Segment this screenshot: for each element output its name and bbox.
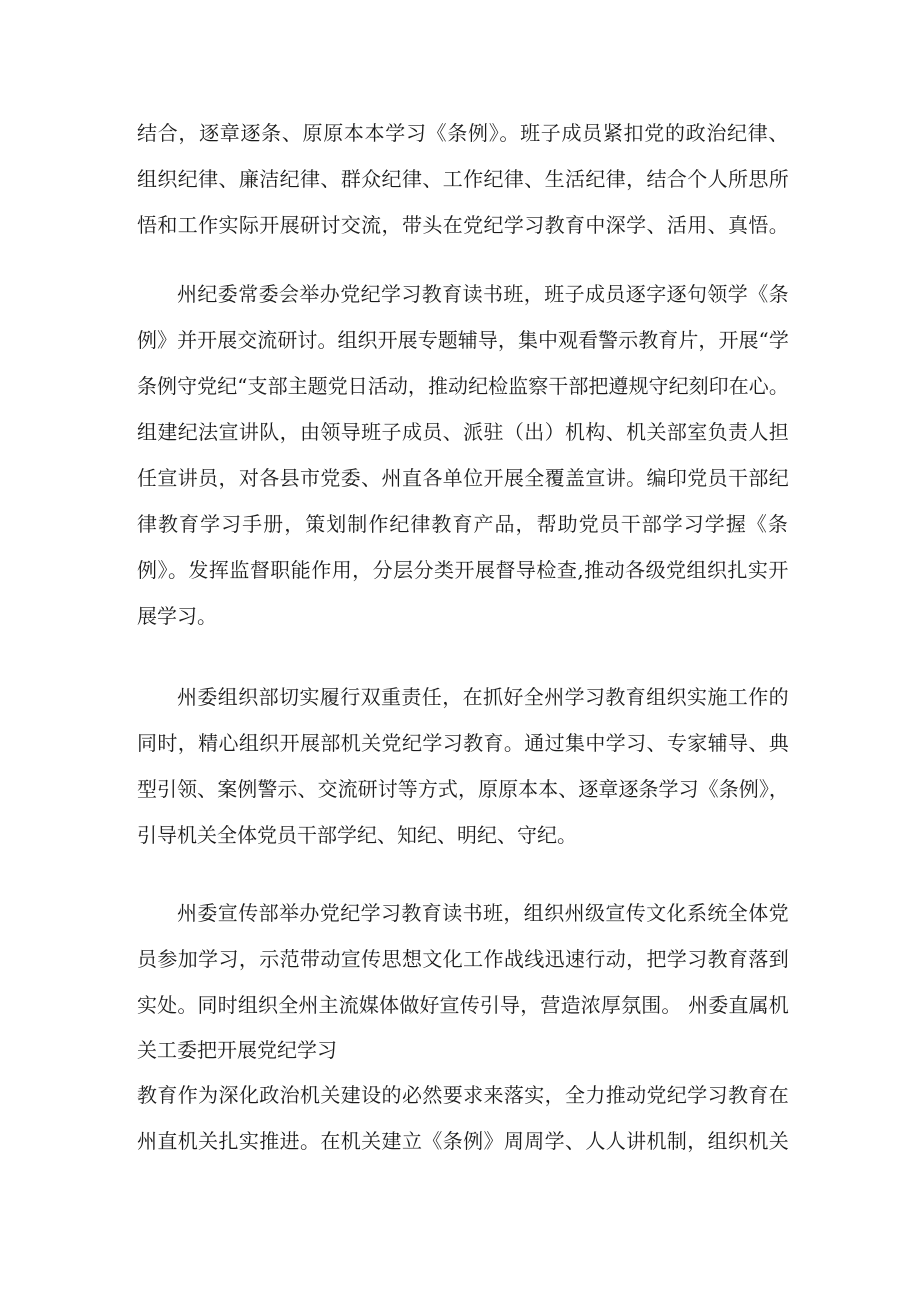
paragraph-line: 展学习。	[137, 604, 217, 628]
paragraph-line: 引导机关全体党员干部学纪、知纪、明纪、守纪。	[137, 823, 577, 847]
paragraph-line: 州直机关扎实推进。在机关建立《条例》周周学、人人讲机制，组织机关	[137, 1129, 790, 1153]
paragraph-line: 州委组织部切实履行双重责任，在抓好全州学习教育组织实施工作的	[177, 685, 789, 709]
paragraph-5	[137, 1072, 789, 1164]
paragraph-1	[137, 110, 789, 248]
paragraph-line: 悟和工作实际开展研讨交流，带头在党纪学习教育中深学、活用、真悟。	[137, 213, 790, 237]
paragraph-line: 组织纪律、廉洁纪律、群众纪律、工作纪律、生活纪律，结合个人所思所	[137, 167, 790, 191]
paragraph-line: 条例守党纪“支部主题党日活动，推动纪检监察干部把遵规守纪刻印在心。	[137, 374, 789, 398]
paragraph-line: 组建纪法宣讲队，由领导班子成员、派驻（出）机构、机关部室负责人担	[137, 420, 790, 444]
paragraph-line: 例》并开展交流研讨。组织开展专题辅导，集中观看警示教育片，开展“学	[137, 328, 789, 352]
paragraph-line: 教育作为深化政治机关建设的必然要求来落实，全力推动党纪学习教育在	[137, 1083, 790, 1107]
paragraph-line: 结合，逐章逐条、原原本本学习《条例》。班子成员紧扣党的政治纪律、	[137, 121, 790, 145]
paragraph-line: 同时，精心组织开展部机关党纪学习教育。通过集中学习、专家辅导、典	[137, 731, 790, 755]
paragraph-line: 州委宣传部举办党纪学习教育读书班，组织州级宣传文化系统全体党	[177, 901, 789, 925]
paragraph-line: 任宣讲员，对各县市党委、州直各单位开展全覆盖宣讲。编印党员干部纪	[137, 466, 790, 490]
paragraph-2	[137, 271, 789, 639]
paragraph-line: 型引领、案例警示、交流研讨等方式，原原本本、逐章逐条学习《条例》，	[137, 777, 789, 801]
paragraph-line: 员参加学习，示范带动宣传思想文化工作战线迅速行动，把学习教育落到	[137, 947, 790, 971]
paragraph-3	[137, 674, 789, 858]
paragraph-line: 例》。发挥监督职能作用，分层分类开展督导检查,推动各级党组织扎实开	[137, 558, 789, 582]
paragraph-4	[137, 890, 789, 1072]
paragraph-line: 州纪委常委会举办党纪学习教育读书班，班子成员逐字逐句领学《条	[177, 282, 789, 306]
paragraph-line: 实处。同时组织全州主流媒体做好宣传引导，营造浓厚氛围。 州委直属机	[137, 993, 789, 1017]
paragraph-line: 律教育学习手册，策划制作纪律教育产品，帮助党员干部学习学握《条	[137, 512, 789, 536]
paragraph-line: 关工委把开展党纪学习	[137, 1038, 337, 1062]
